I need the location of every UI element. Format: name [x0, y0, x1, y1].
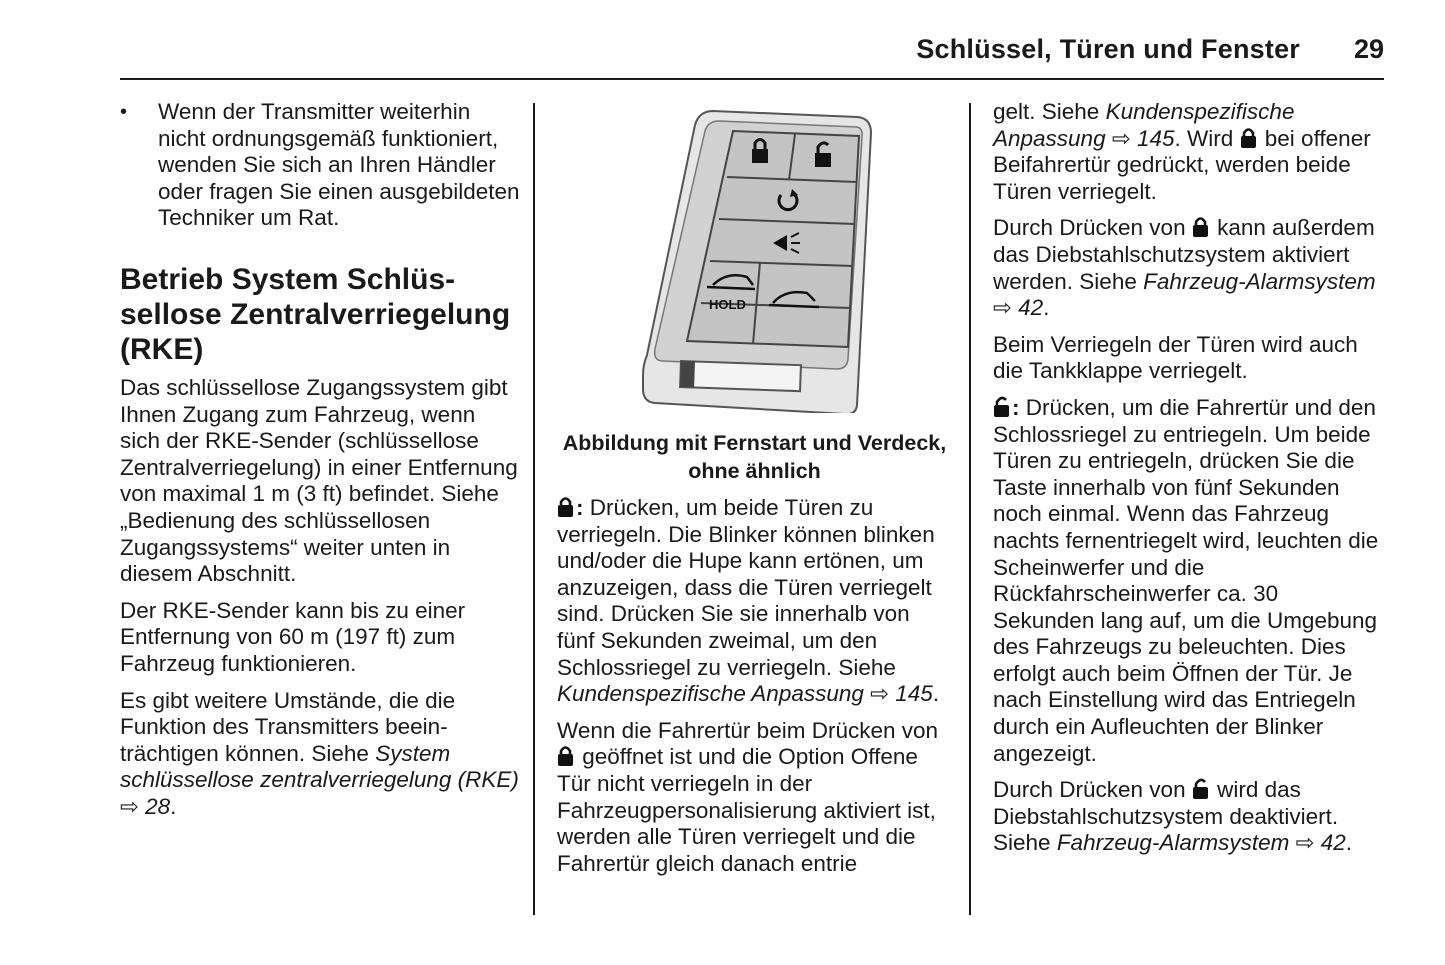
- ref-arrow-icon: ⇨: [870, 681, 890, 707]
- paragraph: [557, 495, 952, 708]
- ref-page[interactable]: 145: [895, 681, 933, 707]
- paragraph-text: bei offener Beifahrertür gedrückt, werden beide Türen verriegelt.: [993, 125, 1371, 204]
- paragraph: [557, 718, 952, 878]
- lock-icon: [1240, 127, 1257, 149]
- colon: :: [576, 495, 584, 520]
- cross-reference[interactable]: Fahrzeug-Alarmsystem: [1143, 268, 1376, 294]
- paragraph-text: wird das Diebstahlschutzsystem deaktiviert. Siehe: [993, 777, 1339, 856]
- paragraph-text: Drücken, um die Fahrertür und den Schlossriegel zu entriegeln. Um beide Türen zu entriegeln, drücken Sie die Taste innerhalb von fünf Sekunden noch einmal. Wenn das Fahrzeug nachts fernentriegelt wird, leuchten die Scheinwerfer und die Rückfahrscheinwerfer ca. 30 Sekunden lang auf, um die Umgebung des Fahrzeugs zu beleuchten. Dies erfolgt auch beim Öffnen der Tür. Je nach Einstellung wird das Entriegeln durch ein Aufleuchten der Blinker angezeigt.: [993, 394, 1379, 766]
- ref-page[interactable]: 42: [1018, 295, 1044, 321]
- bullet-mark: •: [120, 101, 128, 123]
- column-1: [120, 99, 520, 830]
- paragraph-text: gelt. Siehe: [993, 99, 1106, 124]
- key-fob-illustration: [635, 103, 875, 413]
- cross-reference[interactable]: Kundenspezifische Anpassung: [557, 681, 864, 707]
- ref-page[interactable]: 42: [1320, 830, 1346, 856]
- cross-reference[interactable]: Kundenspezifische Anpassung: [993, 99, 1295, 151]
- paragraph-text: . Wird: [1174, 125, 1240, 151]
- unlock-icon: [1192, 778, 1209, 800]
- paragraph-text: Wenn die Fahrertür beim Drücken von: [557, 717, 939, 743]
- punctuation: .: [170, 793, 177, 819]
- punctuation: .: [1345, 830, 1353, 856]
- unlock-icon: [993, 396, 1010, 418]
- punctuation: .: [1043, 295, 1050, 321]
- lock-icon: [557, 496, 574, 518]
- cross-reference[interactable]: System schlüssellose zentralverriegelung (RKE): [120, 740, 519, 793]
- paragraph: Das schlüssellose Zugangssystem gibt Ihnen Zugang zum Fahrzeug, wenn sich der RKE-Sender (schlüssellose Zentralverriegelung) in einer Entfernung von maximal 1 m (3 ft) befindet. Siehe „Bedienung des schlüssellosen Zugangssystems“ weiter unten in diesem Abschnitt.: [120, 374, 518, 587]
- ref-arrow-icon: ⇨: [1295, 830, 1315, 856]
- bullet-text: Wenn der Transmitter weiterhin nicht ordnungsgemäß funktioniert, wenden Sie sich an Ihren Händler oder fragen Sie einen ausgebildeten Techniker um Rat.: [158, 99, 520, 231]
- paragraph: [993, 395, 1385, 767]
- lock-icon: [557, 745, 574, 767]
- header-rule: [120, 78, 1384, 80]
- column-divider-2: [969, 103, 971, 915]
- ref-arrow-icon: ⇨: [993, 295, 1012, 321]
- paragraph-text: kann außerdem das Diebstahlschutzsystem aktiviert werden. Siehe: [993, 215, 1375, 294]
- column-3: [993, 99, 1385, 867]
- hold-label: HOLD: [709, 297, 746, 312]
- column-divider-1: [533, 103, 535, 915]
- key-fob-figure: [557, 99, 952, 417]
- paragraph: [993, 215, 1385, 321]
- paragraph: [993, 777, 1385, 857]
- column-2: [557, 99, 952, 887]
- paragraph: [120, 688, 520, 821]
- figure-caption: Abbildung mit Fernstart und Verdeck, ohne ähnlich: [562, 431, 947, 483]
- cross-reference[interactable]: Fahrzeug-Alarmsystem: [1056, 830, 1290, 856]
- ref-arrow-icon: ⇨: [120, 793, 139, 819]
- paragraph-text: geöffnet ist und die Option Offene Tür nicht verriegeln in der Fahrzeugpersonalisierung aktiviert ist, werden alle Türen verriegelt und die Fahrertür gleich danach entrie: [557, 744, 936, 876]
- paragraph: Der RKE-Sender kann bis zu einer Entfernung von 60 m (197 ft) zum Fahrzeug funktionieren.: [120, 597, 466, 676]
- page-header-title: Schlüssel, Türen und Fenster: [916, 34, 1300, 64]
- paragraph-text: Durch Drücken von: [993, 777, 1192, 803]
- ref-page[interactable]: 28: [145, 793, 171, 819]
- paragraph-text: Es gibt weitere Umstände, die die Funktion des Transmitters beeinträchtigen können. Siehe: [120, 687, 456, 766]
- colon: :: [1012, 394, 1020, 420]
- paragraph-text: Drücken, um beide Türen zu verriegeln. Die Blinker können blinken und/oder die Hupe kann ertönen, um anzuzeigen, dass die Türen verriegelt sind. Drücken Sie sie innerhalb von fünf Sekunden zweimal, um den Schlossriegel zu verriegeln. Siehe: [557, 495, 935, 680]
- section-heading: Betrieb System Schlüssellose Zentralverriegelung (RKE): [120, 262, 511, 366]
- punctuation: .: [932, 681, 940, 707]
- ref-page[interactable]: 145: [1136, 125, 1175, 151]
- ref-arrow-icon: ⇨: [1111, 125, 1131, 151]
- page-number: 29: [1353, 34, 1384, 64]
- bullet-item: [120, 99, 520, 232]
- paragraph: [993, 99, 1385, 205]
- paragraph: Beim Verriegeln der Türen wird auch die Tankklappe verriegelt.: [993, 331, 1358, 384]
- lock-icon: [1192, 216, 1209, 238]
- paragraph-text: Durch Drücken von: [993, 215, 1192, 241]
